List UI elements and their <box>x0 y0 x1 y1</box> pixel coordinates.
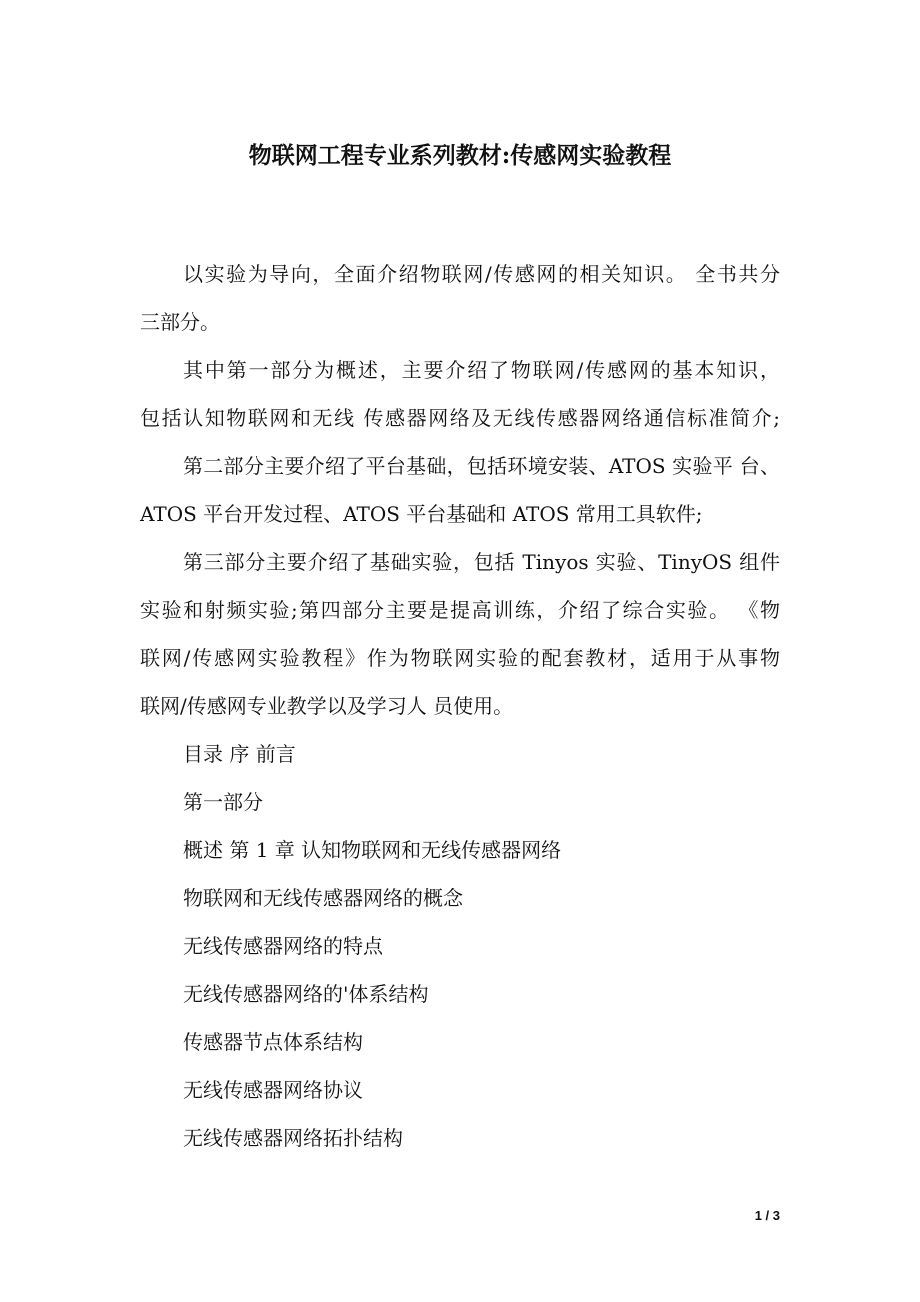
toc-line: 目录 序 前言 <box>183 742 296 766</box>
toc-line: 物联网和无线传感器网络的概念 <box>183 886 463 910</box>
paragraph-line: 三部分。 <box>140 310 220 334</box>
paragraph-line: 其中第一部分为概述，主要介绍了物联网/传感网的基本知识， <box>183 358 780 382</box>
paragraph-line: 实验和射频实验;第四部分主要是提高训练，介绍了综合实验。 《物 <box>140 598 780 622</box>
document-body <box>140 250 780 1162</box>
toc-line: 概述 第 1 章 认知物联网和无线传感器网络 <box>183 838 562 862</box>
paragraph-line: 包括认知物联网和无线 传感器网络及无线传感器网络通信标准简介; <box>140 406 780 430</box>
paragraph-line: 联网/传感网专业教学以及学习人 员使用。 <box>140 694 514 718</box>
paragraph-line: 以实验为导向，全面介绍物联网/传感网的相关知识。 全书共分 <box>183 262 780 286</box>
paragraph-line: 第二部分主要介绍了平台基础，包括环境安装、ATOS 实验平 台、 <box>183 454 780 478</box>
paragraph-line: ATOS 平台开发过程、ATOS 平台基础和 ATOS 常用工具软件; <box>140 502 703 526</box>
toc-line: 无线传感器网络的'体系结构 <box>183 982 429 1006</box>
toc-line: 传感器节点体系结构 <box>183 1030 363 1054</box>
toc-line: 无线传感器网络的特点 <box>183 934 383 958</box>
paragraph-line: 联网/传感网实验教程》作为物联网实验的配套教材，适用于从事物 <box>140 646 780 670</box>
page-number: 1 / 3 <box>754 1208 780 1223</box>
toc-line: 无线传感器网络协议 <box>183 1078 363 1102</box>
paragraph-line: 第三部分主要介绍了基础实验，包括 Tinyos 实验、TinyOS 组件 <box>183 550 780 574</box>
toc-line: 无线传感器网络拓扑结构 <box>183 1126 403 1150</box>
document-title: 物联网工程专业系列教材:传感网实验教程 <box>248 142 672 169</box>
toc-line: 第一部分 <box>183 790 263 814</box>
